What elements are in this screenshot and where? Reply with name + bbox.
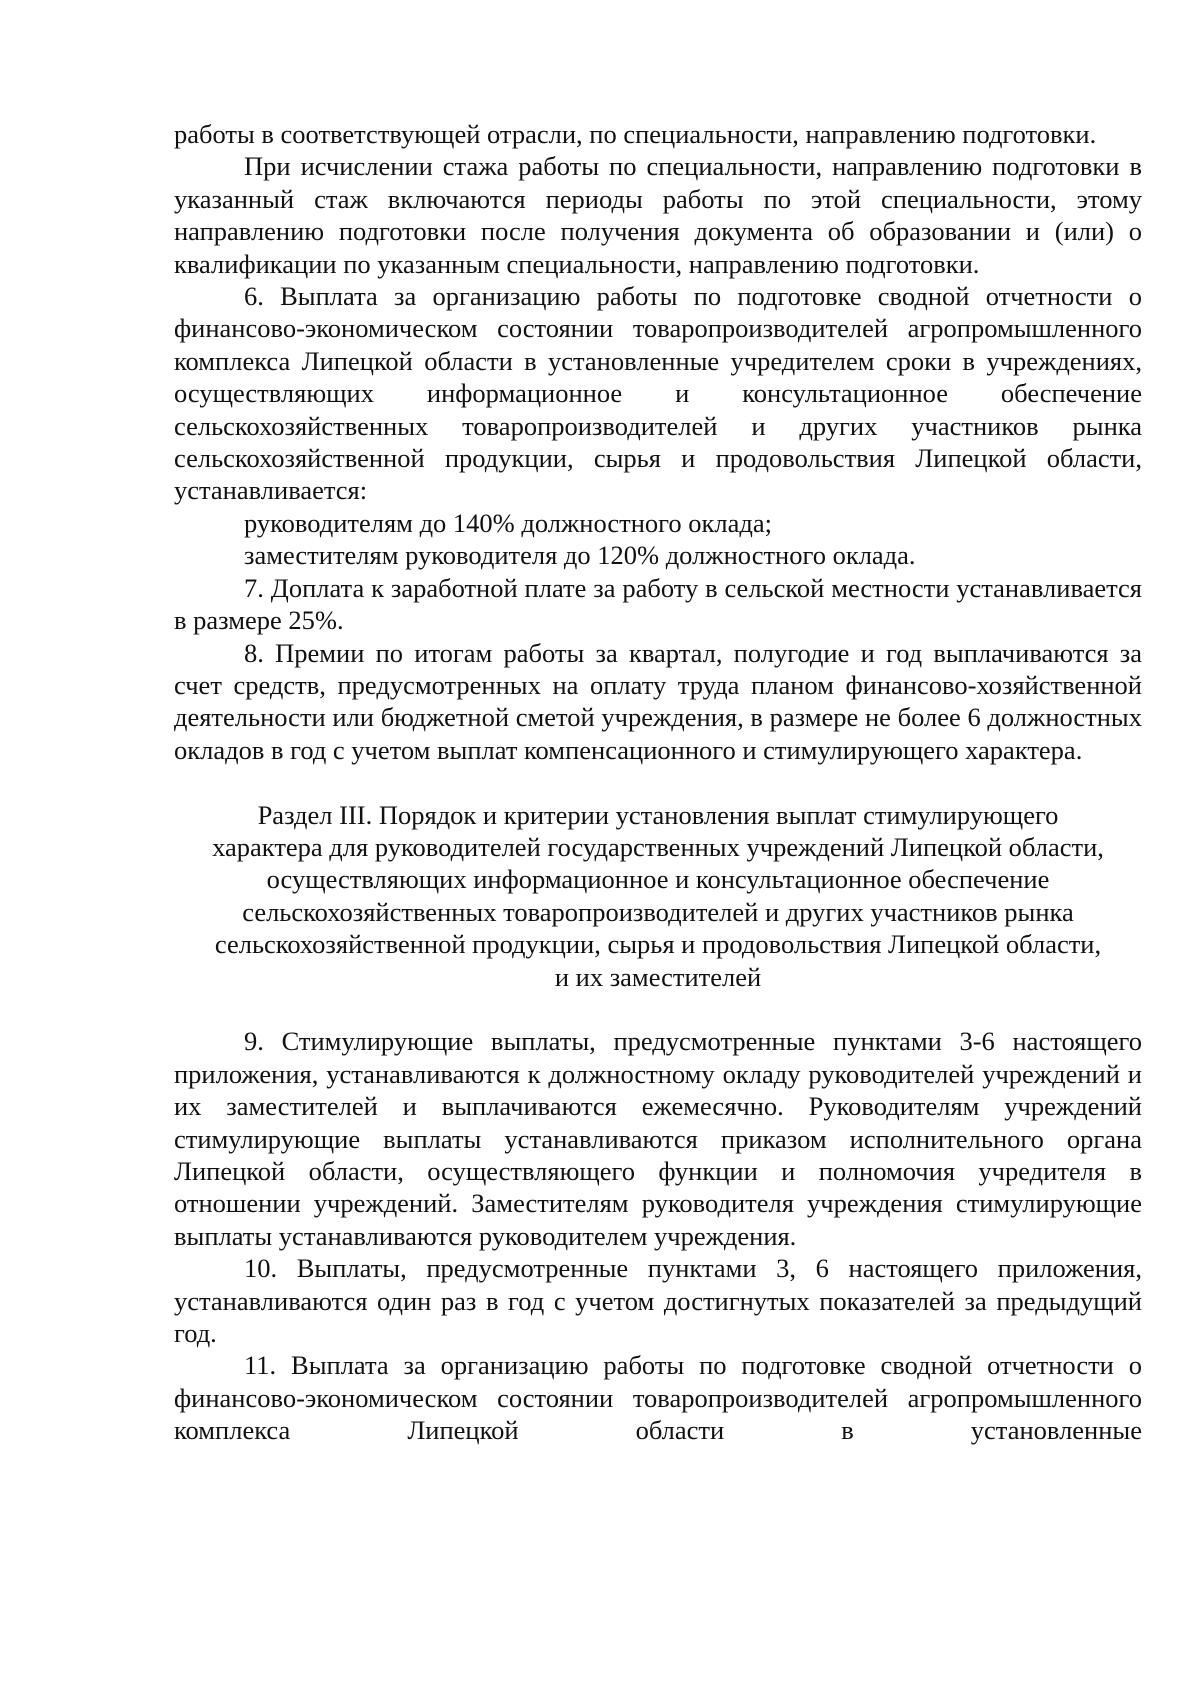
- section-heading-line: сельскохозяйственных товаропроизводителей и других участников рынка: [242, 896, 1074, 927]
- document-page: [174, 118, 1142, 1447]
- paragraph-item-9: 9. Стимулирующие выплаты, предусмотренные пунктами 3-6 настоящего приложения, устанавливаются к должностному окладу руководителей учреждений и их заместителей и выплачиваются ежемесячно. Руководителям учреждений стимулирующие выплаты устанавливаются приказом исполнительного органа Липецкой области, осуществляющего функции и полномочия учредителя в отношении учреждений. Заместителям руководителя учреждения стимулирующие выплаты устанавливаются руководителем учреждения.: [174, 1026, 1142, 1251]
- paragraph-item-11: 11. Выплата за организацию работы по подготовке сводной отчетности о финансово-экономическом состоянии товаропроизводителей агропромышленного комплекса Липецкой области в установленные: [174, 1350, 1142, 1446]
- section-3-heading: [174, 799, 1142, 993]
- section-heading-line: сельскохозяйственной продукции, сырья и продовольствия Липецкой области,: [214, 929, 1102, 960]
- section-heading-line: и их заместителей: [554, 961, 762, 992]
- section-heading-line: характера для руководителей государственных учреждений Липецкой области,: [212, 831, 1104, 862]
- paragraph-item-6-deputies: заместителям руководителя до 120% должностного оклада.: [244, 540, 916, 571]
- paragraph-item-6: 6. Выплата за организацию работы по подготовке сводной отчетности о финансово-экономическом состоянии товаропроизводителей агропромышленного комплекса Липецкой области в установленные учредителем сроки в учреждениях, осуществляющих информационное и консультационное обеспечение сельскохозяйственных товаропроизводителей и других участников рынка сельскохозяйственной продукции, сырья и продовольствия Липецкой области, устанавливается:: [174, 281, 1142, 506]
- paragraph-continuation: работы в соответствующей отрасли, по специальности, направлению подготовки.: [174, 119, 1097, 149]
- paragraph-item-6-heads: руководителям до 140% должностного оклада;: [244, 507, 772, 538]
- section-heading-line: осуществляющих информационное и консультационное обеспечение: [266, 864, 1050, 895]
- paragraph-item-8: 8. Премии по итогам работы за квартал, полугодие и год выплачиваются за счет средств, предусмотренных на оплату труда планом финансово-хозяйственной деятельности или бюджетной сметой учреждения, в размере не более 6 должностных окладов в год с учетом выплат компенсационного и стимулирующего характера.: [174, 637, 1142, 765]
- paragraph-experience-calculation: При исчислении стажа работы по специальности, направлению подготовки в указанный стаж включаются периоды работы по этой специальности, этому направлению подготовки после получения документа об образовании и (или) о квалификации по указанным специальности, направлению подготовки.: [174, 151, 1142, 279]
- paragraph-item-10: 10. Выплаты, предусмотренные пунктами 3, 6 настоящего приложения, устанавливаются один раз в год с учетом достигнутых показателей за предыдущий год.: [174, 1253, 1142, 1348]
- paragraph-item-7: 7. Доплата к заработной плате за работу в сельской местности устанавливается в размере 25%.: [174, 572, 1142, 636]
- section-heading-line: Раздел III. Порядок и критерии установления выплат стимулирующего: [257, 799, 1059, 830]
